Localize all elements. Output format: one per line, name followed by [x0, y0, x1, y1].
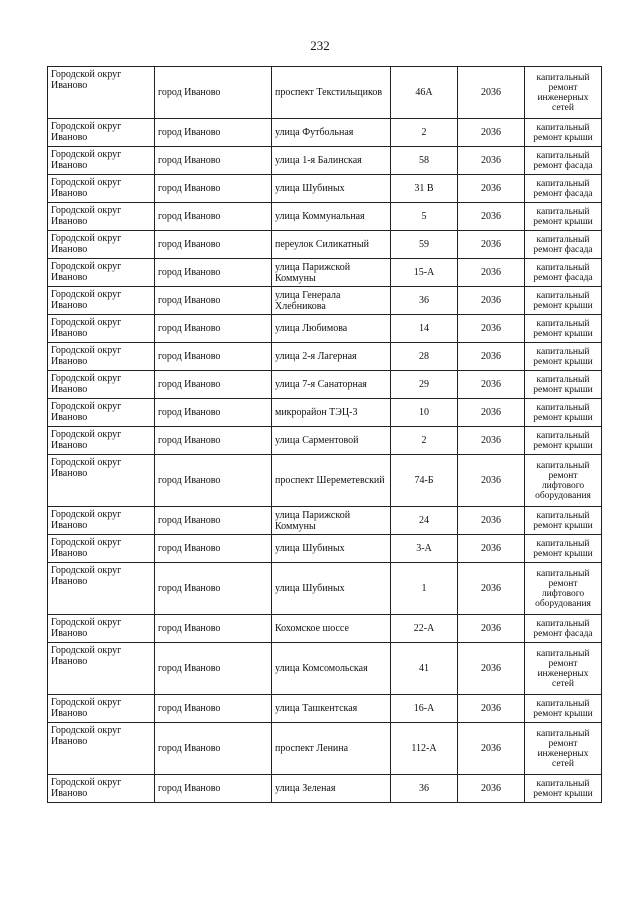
- cell-city: город Иваново: [155, 203, 272, 231]
- cell-work-type: капитальный ремонт крыши: [525, 343, 602, 371]
- cell-work-type: капитальный ремонт фасада: [525, 147, 602, 175]
- cell-house-number: 58: [391, 147, 458, 175]
- cell-street: улица Любимова: [272, 315, 391, 343]
- table-row: [48, 175, 602, 203]
- cell-street: улица Парижской Коммуны: [272, 259, 391, 287]
- cell-okrug: Городской округ Иваново: [48, 695, 155, 723]
- cell-year: 2036: [458, 399, 525, 427]
- cell-year: 2036: [458, 371, 525, 399]
- cell-street: микрорайон ТЭЦ-3: [272, 399, 391, 427]
- table-row: [48, 343, 602, 371]
- cell-okrug: Городской округ Иваново: [48, 427, 155, 455]
- cell-city: город Иваново: [155, 175, 272, 203]
- cell-city: город Иваново: [155, 315, 272, 343]
- cell-street: проспект Шереметевский: [272, 455, 391, 507]
- cell-city: город Иваново: [155, 259, 272, 287]
- cell-year: 2036: [458, 723, 525, 775]
- cell-house-number: 10: [391, 399, 458, 427]
- cell-year: 2036: [458, 455, 525, 507]
- cell-street: переулок Силикатный: [272, 231, 391, 259]
- cell-okrug: Городской округ Иваново: [48, 563, 155, 615]
- cell-work-type: капитальный ремонт крыши: [525, 287, 602, 315]
- cell-city: город Иваново: [155, 399, 272, 427]
- cell-work-type: капитальный ремонт фасада: [525, 615, 602, 643]
- cell-street: улица Шубиных: [272, 563, 391, 615]
- table-row: [48, 287, 602, 315]
- cell-city: город Иваново: [155, 343, 272, 371]
- cell-house-number: 36: [391, 287, 458, 315]
- cell-street: улица Коммунальная: [272, 203, 391, 231]
- cell-year: 2036: [458, 615, 525, 643]
- cell-okrug: Городской округ Иваново: [48, 203, 155, 231]
- table-row: [48, 371, 602, 399]
- table-row: [48, 427, 602, 455]
- cell-okrug: Городской округ Иваново: [48, 399, 155, 427]
- cell-work-type: капитальный ремонт крыши: [525, 371, 602, 399]
- cell-street: улица Футбольная: [272, 119, 391, 147]
- cell-house-number: 59: [391, 231, 458, 259]
- cell-street: проспект Текстильщиков: [272, 67, 391, 119]
- cell-city: город Иваново: [155, 535, 272, 563]
- table-row: [48, 67, 602, 119]
- table-row: [48, 399, 602, 427]
- cell-street: улица 1-я Балинская: [272, 147, 391, 175]
- cell-year: 2036: [458, 203, 525, 231]
- cell-work-type: капитальный ремонт лифтового оборудования: [525, 563, 602, 615]
- cell-work-type: капитальный ремонт крыши: [525, 203, 602, 231]
- cell-street: улица Генерала Хлебникова: [272, 287, 391, 315]
- cell-work-type: капитальный ремонт крыши: [525, 775, 602, 803]
- table-row: [48, 643, 602, 695]
- cell-okrug: Городской округ Иваново: [48, 371, 155, 399]
- cell-year: 2036: [458, 315, 525, 343]
- table-row: [48, 507, 602, 535]
- cell-work-type: капитальный ремонт фасада: [525, 259, 602, 287]
- page-number: 232: [310, 38, 330, 53]
- table-row: [48, 455, 602, 507]
- table-row: [48, 563, 602, 615]
- cell-city: город Иваново: [155, 147, 272, 175]
- cell-okrug: Городской округ Иваново: [48, 643, 155, 695]
- cell-okrug: Городской округ Иваново: [48, 775, 155, 803]
- cell-house-number: 24: [391, 507, 458, 535]
- cell-year: 2036: [458, 147, 525, 175]
- cell-city: город Иваново: [155, 695, 272, 723]
- cell-work-type: капитальный ремонт крыши: [525, 399, 602, 427]
- table-row: [48, 231, 602, 259]
- cell-work-type: капитальный ремонт фасада: [525, 231, 602, 259]
- cell-okrug: Городской округ Иваново: [48, 67, 155, 119]
- cell-house-number: 46А: [391, 67, 458, 119]
- cell-house-number: 15-А: [391, 259, 458, 287]
- cell-okrug: Городской округ Иваново: [48, 455, 155, 507]
- cell-street: улица Сарментовой: [272, 427, 391, 455]
- cell-work-type: капитальный ремонт крыши: [525, 695, 602, 723]
- cell-okrug: Городской округ Иваново: [48, 287, 155, 315]
- cell-street: улица Шубиных: [272, 535, 391, 563]
- cell-okrug: Городской округ Иваново: [48, 231, 155, 259]
- cell-house-number: 5: [391, 203, 458, 231]
- registry-table-body: [48, 67, 602, 803]
- registry-table: [47, 66, 602, 803]
- cell-street: улица Парижской Коммуны: [272, 507, 391, 535]
- cell-work-type: капитальный ремонт инженерных сетей: [525, 67, 602, 119]
- cell-street: улица Комсомольская: [272, 643, 391, 695]
- cell-okrug: Городской округ Иваново: [48, 315, 155, 343]
- cell-street: улица 2-я Лагерная: [272, 343, 391, 371]
- cell-work-type: капитальный ремонт крыши: [525, 315, 602, 343]
- cell-city: город Иваново: [155, 455, 272, 507]
- cell-city: город Иваново: [155, 67, 272, 119]
- cell-okrug: Городской округ Иваново: [48, 723, 155, 775]
- cell-city: город Иваново: [155, 723, 272, 775]
- cell-year: 2036: [458, 775, 525, 803]
- cell-house-number: 74-Б: [391, 455, 458, 507]
- cell-city: город Иваново: [155, 371, 272, 399]
- cell-work-type: капитальный ремонт крыши: [525, 119, 602, 147]
- cell-house-number: 16-А: [391, 695, 458, 723]
- table-row: [48, 119, 602, 147]
- cell-okrug: Городской округ Иваново: [48, 507, 155, 535]
- cell-year: 2036: [458, 643, 525, 695]
- cell-work-type: капитальный ремонт инженерных сетей: [525, 643, 602, 695]
- cell-house-number: 29: [391, 371, 458, 399]
- cell-work-type: капитальный ремонт крыши: [525, 507, 602, 535]
- cell-street: улица 7-я Санаторная: [272, 371, 391, 399]
- cell-okrug: Городской округ Иваново: [48, 615, 155, 643]
- table-row: [48, 535, 602, 563]
- cell-city: город Иваново: [155, 507, 272, 535]
- cell-house-number: 22-А: [391, 615, 458, 643]
- cell-year: 2036: [458, 695, 525, 723]
- cell-work-type: капитальный ремонт лифтового оборудования: [525, 455, 602, 507]
- cell-street: улица Ташкентская: [272, 695, 391, 723]
- cell-city: город Иваново: [155, 775, 272, 803]
- cell-house-number: 31 В: [391, 175, 458, 203]
- cell-house-number: 28: [391, 343, 458, 371]
- cell-house-number: 3-А: [391, 535, 458, 563]
- cell-street: улица Зеленая: [272, 775, 391, 803]
- cell-okrug: Городской округ Иваново: [48, 259, 155, 287]
- cell-city: город Иваново: [155, 287, 272, 315]
- cell-house-number: 2: [391, 119, 458, 147]
- cell-house-number: 36: [391, 775, 458, 803]
- cell-okrug: Городской округ Иваново: [48, 119, 155, 147]
- cell-year: 2036: [458, 427, 525, 455]
- cell-work-type: капитальный ремонт фасада: [525, 175, 602, 203]
- cell-house-number: 14: [391, 315, 458, 343]
- cell-house-number: 112-А: [391, 723, 458, 775]
- cell-city: город Иваново: [155, 427, 272, 455]
- table-row: [48, 695, 602, 723]
- cell-work-type: капитальный ремонт крыши: [525, 535, 602, 563]
- cell-year: 2036: [458, 175, 525, 203]
- cell-house-number: 2: [391, 427, 458, 455]
- cell-year: 2036: [458, 507, 525, 535]
- cell-okrug: Городской округ Иваново: [48, 147, 155, 175]
- cell-okrug: Городской округ Иваново: [48, 175, 155, 203]
- cell-year: 2036: [458, 259, 525, 287]
- cell-work-type: капитальный ремонт крыши: [525, 427, 602, 455]
- table-row: [48, 615, 602, 643]
- cell-street: улица Шубиных: [272, 175, 391, 203]
- table-row: [48, 315, 602, 343]
- cell-city: город Иваново: [155, 119, 272, 147]
- table-row: [48, 147, 602, 175]
- cell-okrug: Городской округ Иваново: [48, 535, 155, 563]
- cell-city: город Иваново: [155, 615, 272, 643]
- cell-house-number: 41: [391, 643, 458, 695]
- cell-year: 2036: [458, 119, 525, 147]
- table-row: [48, 775, 602, 803]
- table-row: [48, 259, 602, 287]
- table-row: [48, 723, 602, 775]
- cell-street: проспект Ленина: [272, 723, 391, 775]
- cell-year: 2036: [458, 287, 525, 315]
- cell-year: 2036: [458, 231, 525, 259]
- cell-year: 2036: [458, 343, 525, 371]
- cell-year: 2036: [458, 563, 525, 615]
- cell-year: 2036: [458, 535, 525, 563]
- cell-city: город Иваново: [155, 563, 272, 615]
- cell-city: город Иваново: [155, 643, 272, 695]
- cell-work-type: капитальный ремонт инженерных сетей: [525, 723, 602, 775]
- table-row: [48, 203, 602, 231]
- cell-okrug: Городской округ Иваново: [48, 343, 155, 371]
- cell-street: Кохомское шоссе: [272, 615, 391, 643]
- cell-house-number: 1: [391, 563, 458, 615]
- cell-year: 2036: [458, 67, 525, 119]
- cell-city: город Иваново: [155, 231, 272, 259]
